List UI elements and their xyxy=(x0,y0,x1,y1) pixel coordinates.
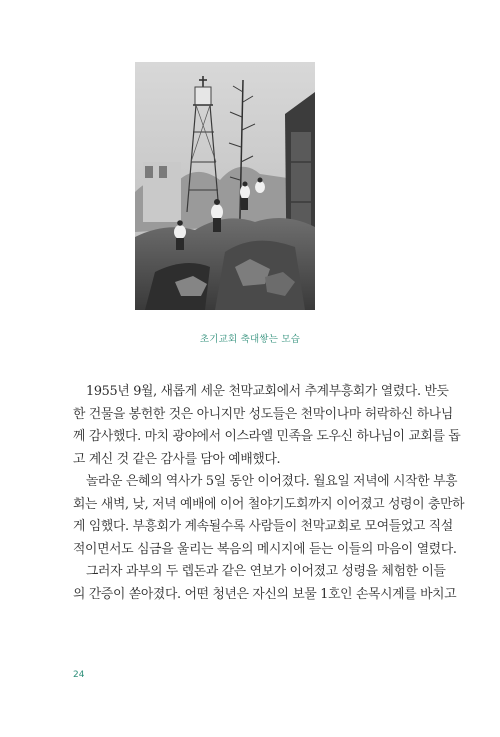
text-line: 놀라운 은혜의 역사가 5일 동안 이어졌다. 월요일 저녁에 시작한 부흥 xyxy=(86,474,458,489)
photo-caption: 초기교회 축대쌓는 모습 xyxy=(199,334,301,345)
text-line: 게 임했다. 부흥회가 계속될수록 사람들이 천막교회로 모여들었고 직설 xyxy=(73,519,453,534)
text-line: 1955년 9월, 새롭게 세운 천막교회에서 추계부흥회가 열렸다. 반듯 xyxy=(86,384,449,399)
page-number: 24 xyxy=(73,670,85,680)
text-line: 고 계신 것 같은 감사를 담아 예배했다. xyxy=(73,451,281,467)
paragraph xyxy=(73,561,457,606)
text-line: 의 간증이 쏟아졌다. 어떤 청년은 자신의 보물 1호인 손목시계를 바치고 xyxy=(73,586,457,602)
text-line: 한 건물을 봉헌한 것은 아니지만 성도들은 천막이나마 허락하신 하나님 xyxy=(73,406,453,422)
church-construction-photo xyxy=(135,62,315,310)
paragraph xyxy=(73,381,461,471)
text-line: 께 감사했다. 마치 광야에서 이스라엘 민족을 도우신 하나님이 교회를 돕 xyxy=(73,429,461,444)
body-text xyxy=(73,381,465,606)
text-line: 회는 새벽, 낮, 저녁 예배에 이어 철야기도회까지 이어졌고 성령이 충만하 xyxy=(73,496,465,512)
text-line: 적이면서도 심금을 울리는 복음의 메시지에 듣는 이들의 마음이 열렸다. xyxy=(73,541,457,557)
paragraph xyxy=(73,471,465,561)
text-line: 그러자 과부의 두 렙돈과 같은 연보가 이어졌고 성령을 체험한 이들 xyxy=(86,564,446,579)
